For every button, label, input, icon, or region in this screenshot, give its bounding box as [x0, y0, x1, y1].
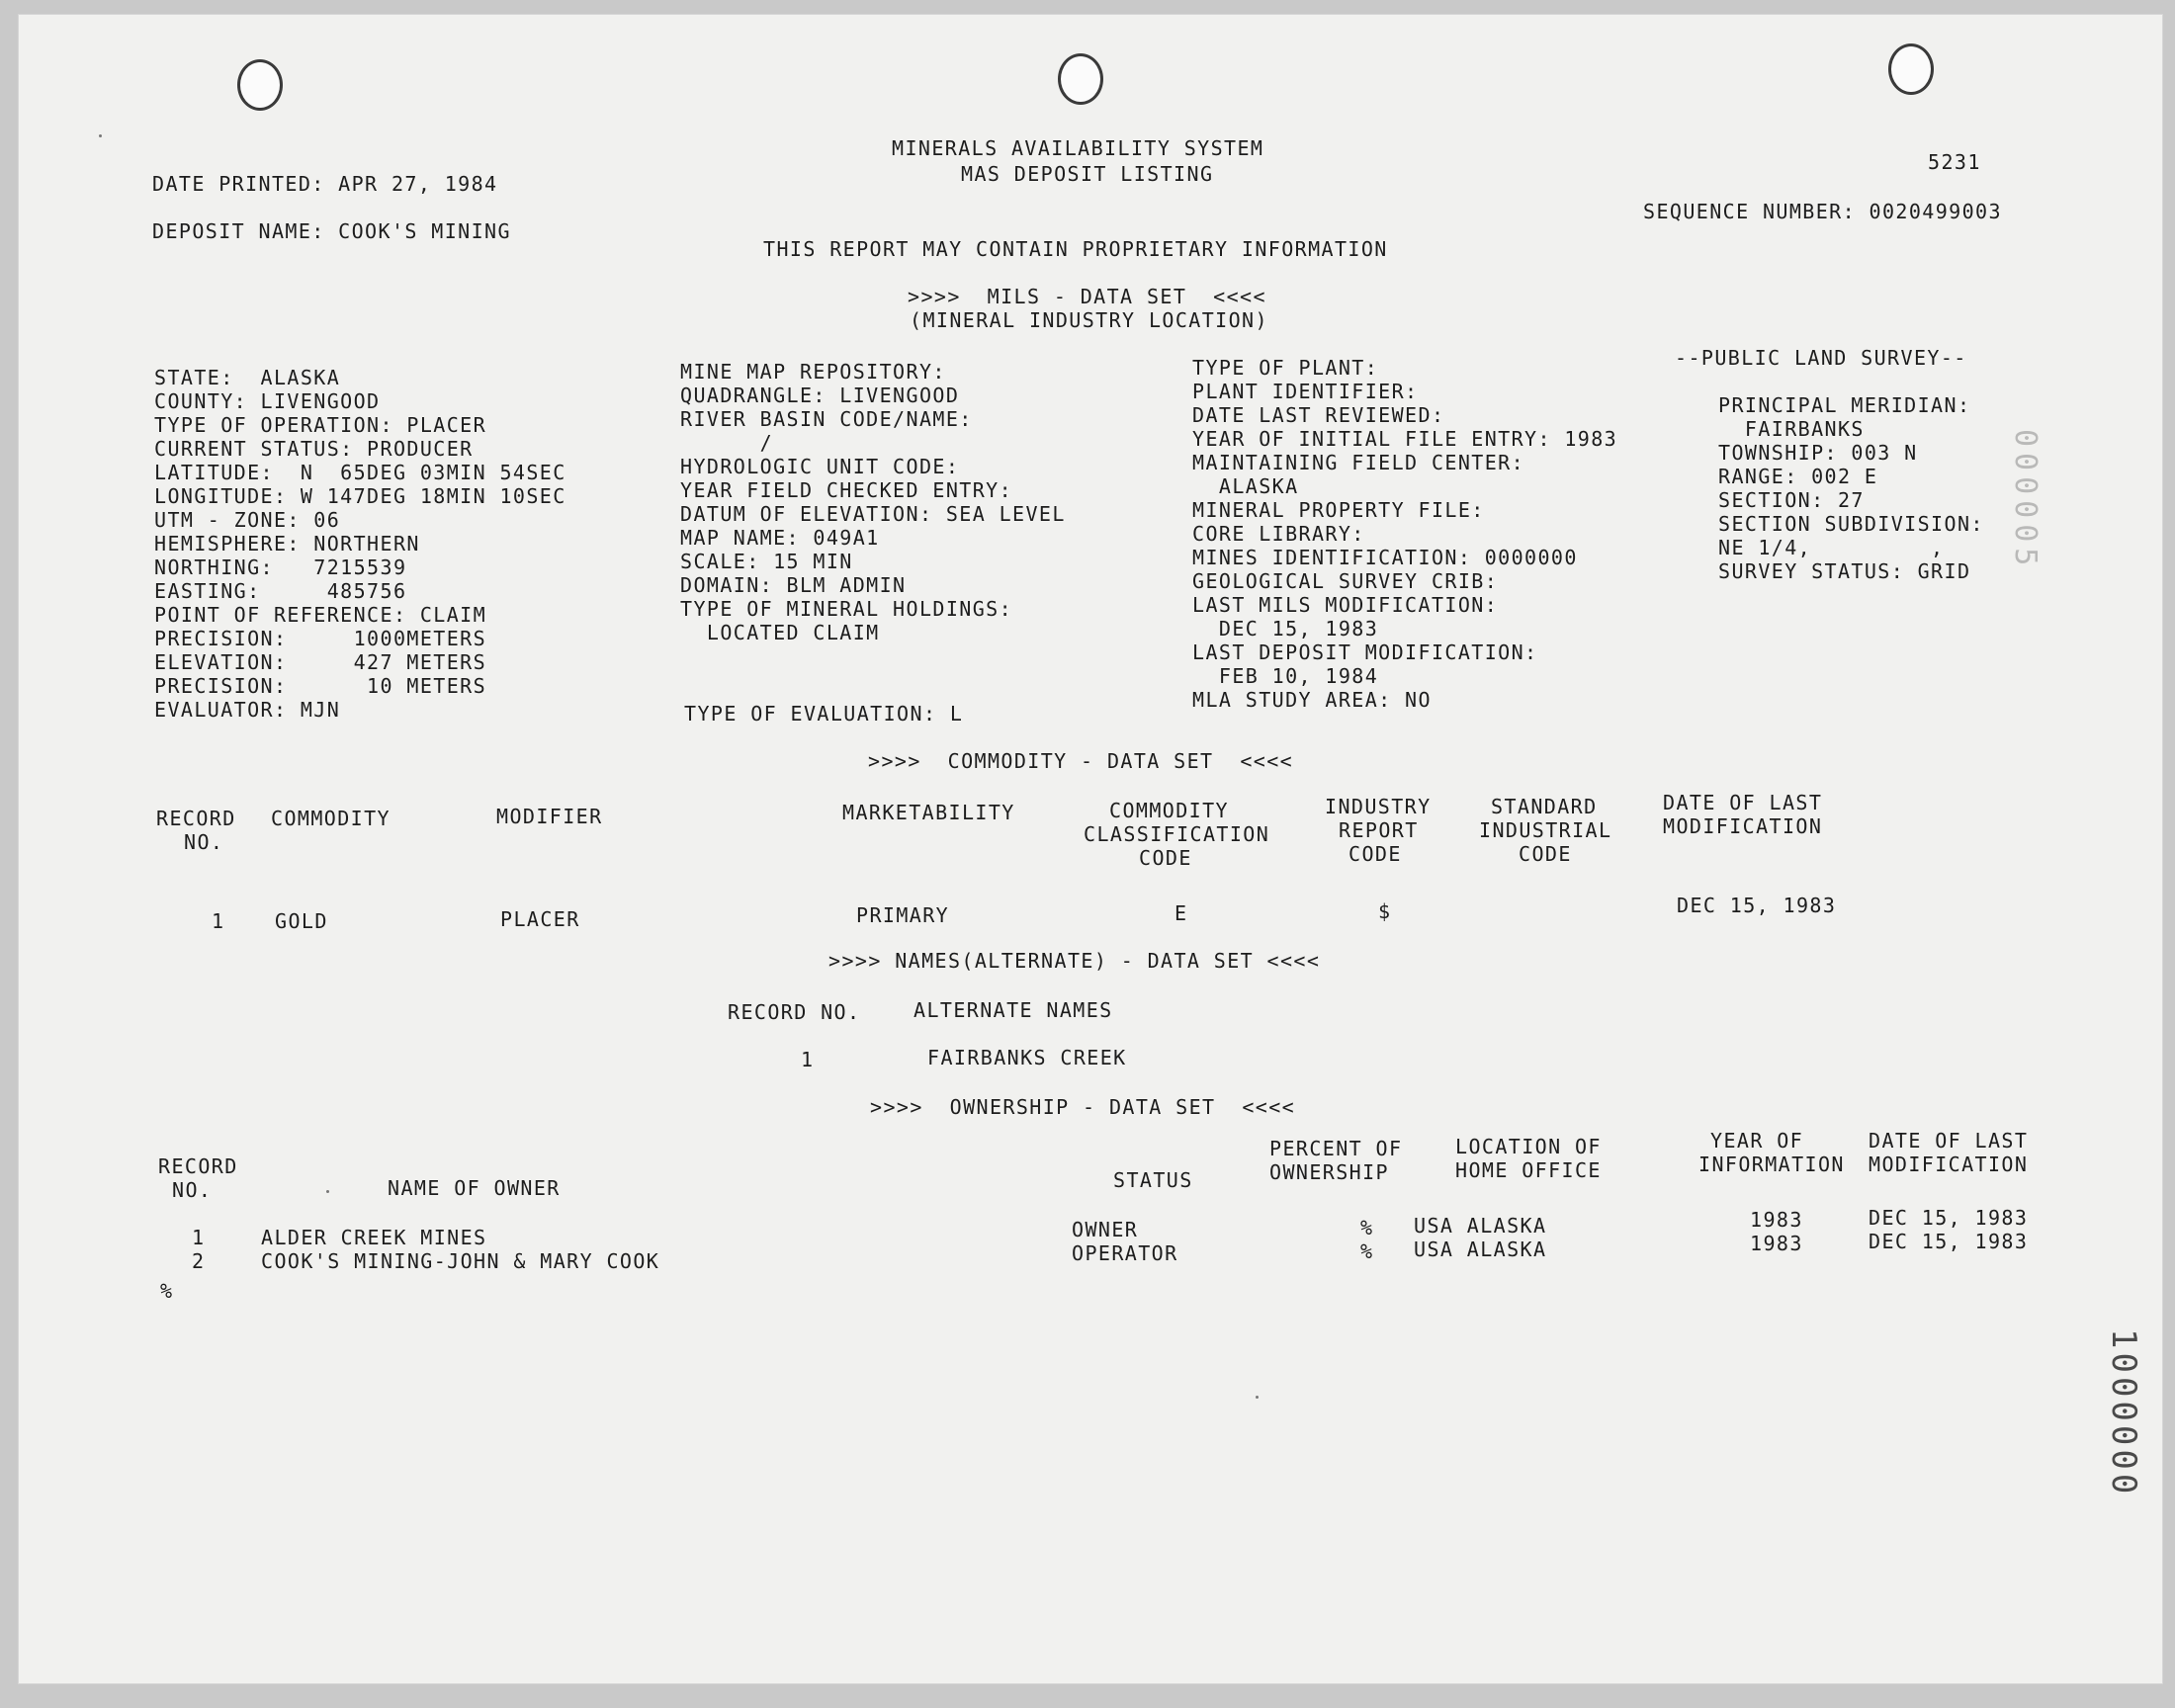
- punch-hole-left: [237, 59, 283, 111]
- field-utm-zone: UTM - ZONE: 06: [154, 508, 341, 532]
- col-header-percent-2: OWNERSHIP: [1269, 1160, 1389, 1184]
- mils-heading: >>>> MILS - DATA SET <<<<: [908, 285, 1266, 308]
- mils-subheading: (MINERAL INDUSTRY LOCATION): [910, 308, 1268, 332]
- col-header-no: NO.: [172, 1178, 213, 1202]
- field-year-initial-file-entry: YEAR OF INITIAL FILE ENTRY: 1983: [1192, 427, 1618, 451]
- cell-record-no: 2: [192, 1249, 206, 1273]
- col-header-commodity: COMMODITY: [271, 807, 391, 830]
- cell-modifier: PLACER: [500, 907, 580, 931]
- field-hemisphere: HEMISPHERE: NORTHERN: [154, 532, 420, 555]
- cell-alternate-name: FAIRBANKS CREEK: [927, 1046, 1127, 1069]
- paper-speck: [99, 134, 102, 137]
- names-heading: >>>> NAMES(ALTERNATE) - DATA SET <<<<: [828, 949, 1321, 973]
- ownership-heading: >>>> OWNERSHIP - DATA SET <<<<: [870, 1095, 1296, 1119]
- cell-percent: %: [1360, 1239, 1374, 1263]
- cell-industry-report-code: $: [1378, 899, 1392, 923]
- commodity-heading: >>>> COMMODITY - DATA SET <<<<: [868, 749, 1294, 773]
- field-core-library: CORE LIBRARY:: [1192, 522, 1365, 546]
- field-last-mils-modification: LAST MILS MODIFICATION:: [1192, 593, 1499, 617]
- col-header-standard-2: INDUSTRIAL: [1479, 818, 1612, 842]
- col-header-industry-1: INDUSTRY: [1325, 795, 1432, 818]
- cell-status: OWNER: [1072, 1218, 1139, 1241]
- cell-year: 1983: [1750, 1208, 1803, 1232]
- field-county: COUNTY: LIVENGOOD: [154, 389, 381, 413]
- col-header-industry-2: REPORT: [1339, 818, 1419, 842]
- field-precision-elevation: PRECISION: 10 METERS: [154, 674, 487, 698]
- col-header-year-1: YEAR OF: [1710, 1129, 1804, 1153]
- field-geological-survey-crib: GEOLOGICAL SURVEY CRIB:: [1192, 569, 1499, 593]
- col-header-commodity-class-3: CODE: [1139, 846, 1192, 870]
- cell-status: OPERATOR: [1072, 1241, 1178, 1265]
- col-header-date-2: MODIFICATION: [1663, 814, 1823, 838]
- cell-owner-name: COOK'S MINING-JOHN & MARY COOK: [261, 1249, 660, 1273]
- col-header-commodity-class-1: COMMODITY: [1109, 799, 1229, 822]
- col-header-record: RECORD: [156, 807, 236, 830]
- col-header-alternate-names: ALTERNATE NAMES: [914, 998, 1113, 1022]
- col-header-modifier: MODIFIER: [496, 805, 603, 828]
- col-header-status: STATUS: [1113, 1168, 1193, 1192]
- field-maintaining-field-center: MAINTAINING FIELD CENTER:: [1192, 451, 1525, 474]
- col-header-standard-1: STANDARD: [1491, 795, 1598, 818]
- field-hydrologic-unit-code: HYDROLOGIC UNIT CODE:: [680, 455, 960, 478]
- col-header-percent-1: PERCENT OF: [1269, 1137, 1403, 1160]
- field-mines-identification: MINES IDENTIFICATION: 0000000: [1192, 546, 1578, 569]
- col-header-commodity-class-2: CLASSIFICATION: [1084, 822, 1270, 846]
- paper-speck: [326, 1190, 329, 1193]
- col-header-location-2: HOME OFFICE: [1455, 1158, 1602, 1182]
- field-longitude: LONGITUDE: W 147DEG 18MIN 10SEC: [154, 484, 566, 508]
- paper-speck: [1256, 1396, 1259, 1399]
- cell-record-no: 1: [192, 1226, 206, 1249]
- cell-owner-name: ALDER CREEK MINES: [261, 1226, 487, 1249]
- proprietary-notice: THIS REPORT MAY CONTAIN PROPRIETARY INFORMATION: [763, 237, 1388, 261]
- field-type-of-plant: TYPE OF PLANT:: [1192, 356, 1379, 380]
- field-type-of-operation: TYPE OF OPERATION: PLACER: [154, 413, 487, 437]
- cell-record-no: 1: [212, 909, 225, 933]
- cell-date: DEC 15, 1983: [1869, 1206, 2029, 1230]
- field-last-deposit-modification: LAST DEPOSIT MODIFICATION:: [1192, 640, 1538, 664]
- field-last-mils-modification-date: DEC 15, 1983: [1192, 617, 1379, 640]
- field-section-subdivision: SECTION SUBDIVISION:: [1718, 512, 1984, 536]
- cell-location: USA ALASKA: [1414, 1214, 1547, 1238]
- field-datum-of-elevation: DATUM OF ELEVATION: SEA LEVEL: [680, 502, 1066, 526]
- col-header-standard-3: CODE: [1519, 842, 1572, 866]
- field-latitude: LATITUDE: N 65DEG 03MIN 54SEC: [154, 461, 566, 484]
- field-survey-status: SURVEY STATUS: GRID: [1718, 559, 1971, 583]
- field-principal-meridian-value: FAIRBANKS: [1718, 417, 1865, 441]
- field-year-field-checked: YEAR FIELD CHECKED ENTRY:: [680, 478, 1013, 502]
- field-scale: SCALE: 15 MIN: [680, 550, 853, 573]
- cell-year: 1983: [1750, 1232, 1803, 1255]
- cell-date: DEC 15, 1983: [1869, 1230, 2029, 1253]
- field-elevation: ELEVATION: 427 METERS: [154, 650, 487, 674]
- listing-page: [18, 14, 2163, 1684]
- cell-commodity: GOLD: [275, 909, 328, 933]
- field-evaluator: EVALUATOR: MJN: [154, 698, 341, 722]
- cell-date-last-modification: DEC 15, 1983: [1677, 894, 1837, 917]
- margin-stamp-faint: 000005: [2008, 429, 2043, 572]
- field-field-center-value: ALASKA: [1192, 474, 1299, 498]
- field-date-last-reviewed: DATE LAST REVIEWED:: [1192, 403, 1445, 427]
- punch-hole-right: [1888, 43, 1934, 95]
- page-number: 5231: [1928, 150, 1981, 174]
- field-river-basin-value: /: [680, 431, 774, 455]
- field-plant-identifier: PLANT IDENTIFIER:: [1192, 380, 1419, 403]
- field-quadrangle: QUADRANGLE: LIVENGOOD: [680, 384, 960, 407]
- field-map-name: MAP NAME: 049A1: [680, 526, 880, 550]
- field-point-of-reference: POINT OF REFERENCE: CLAIM: [154, 603, 487, 627]
- field-section-subdivision-value: NE 1/4, ,: [1718, 536, 1945, 559]
- col-header-year-2: INFORMATION: [1698, 1153, 1845, 1176]
- field-mineral-holdings-value: LOCATED CLAIM: [680, 621, 880, 644]
- col-header-industry-3: CODE: [1348, 842, 1402, 866]
- field-river-basin: RIVER BASIN CODE/NAME:: [680, 407, 973, 431]
- field-domain: DOMAIN: BLM ADMIN: [680, 573, 907, 597]
- col-header-date-1: DATE OF LAST: [1663, 791, 1823, 814]
- col-header-record: RECORD: [158, 1154, 238, 1178]
- cell-classification-code: E: [1174, 901, 1188, 925]
- cell-record-no: 1: [801, 1048, 815, 1071]
- field-easting: EASTING: 485756: [154, 579, 407, 603]
- field-range: RANGE: 002 E: [1718, 465, 1878, 488]
- field-section: SECTION: 27: [1718, 488, 1865, 512]
- col-header-marketability: MARKETABILITY: [842, 801, 1015, 824]
- field-mineral-property-file: MINERAL PROPERTY FILE:: [1192, 498, 1485, 522]
- field-principal-meridian: PRINCIPAL MERIDIAN:: [1718, 393, 1971, 417]
- col-header-date-1: DATE OF LAST: [1869, 1129, 2029, 1153]
- col-header-date-2: MODIFICATION: [1869, 1153, 2029, 1176]
- field-northing: NORTHING: 7215539: [154, 555, 407, 579]
- field-precision-location: PRECISION: 1000METERS: [154, 627, 487, 650]
- cell-location: USA ALASKA: [1414, 1238, 1547, 1261]
- field-state: STATE: ALASKA: [154, 366, 341, 389]
- field-type-of-evaluation: TYPE OF EVALUATION: L: [684, 702, 964, 726]
- col-header-name-of-owner: NAME OF OWNER: [388, 1176, 561, 1200]
- field-type-of-mineral-holdings: TYPE OF MINERAL HOLDINGS:: [680, 597, 1013, 621]
- deposit-name: DEPOSIT NAME: COOK'S MINING: [152, 219, 511, 243]
- col-header-no: NO.: [184, 830, 224, 854]
- sequence-number: SEQUENCE NUMBER: 0020499003: [1643, 200, 2002, 223]
- cell-marketability: PRIMARY: [856, 903, 950, 927]
- pls-heading: --PUBLIC LAND SURVEY--: [1675, 346, 1967, 370]
- field-current-status: CURRENT STATUS: PRODUCER: [154, 437, 474, 461]
- system-title: MINERALS AVAILABILITY SYSTEM: [892, 136, 1264, 160]
- punch-hole-center: [1058, 53, 1103, 105]
- field-last-deposit-modification-date: FEB 10, 1984: [1192, 664, 1379, 688]
- listing-title: MAS DEPOSIT LISTING: [961, 162, 1214, 186]
- field-mla-study-area: MLA STUDY AREA: NO: [1192, 688, 1432, 712]
- field-mine-map-repository: MINE MAP REPOSITORY:: [680, 360, 946, 384]
- col-header-record-no: RECORD NO.: [728, 1000, 861, 1024]
- field-township: TOWNSHIP: 003 N: [1718, 441, 1918, 465]
- trailer-mark: %: [160, 1279, 174, 1303]
- col-header-location-1: LOCATION OF: [1455, 1135, 1602, 1158]
- date-printed: DATE PRINTED: APR 27, 1984: [152, 172, 498, 196]
- cell-percent: %: [1360, 1216, 1374, 1239]
- margin-stamp-number: 1000000: [2104, 1328, 2143, 1498]
